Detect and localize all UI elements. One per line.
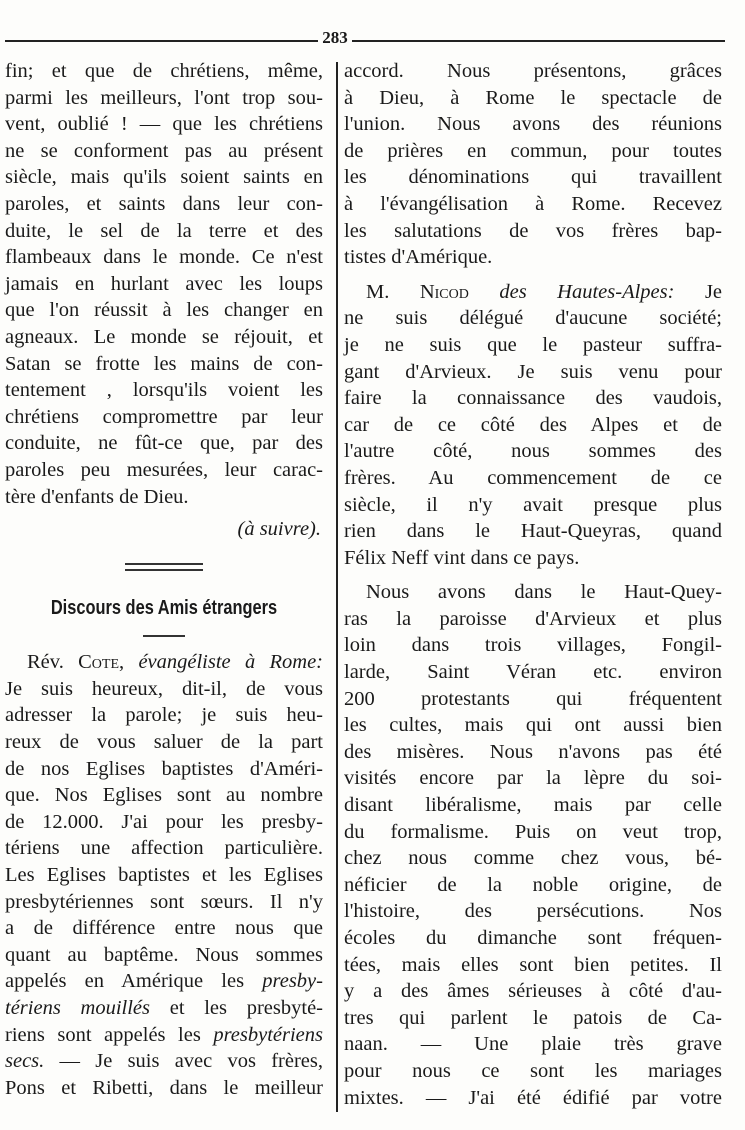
italic-term: tériens mouillés <box>5 997 150 1019</box>
text-line: l'autre côté, nous sommes des <box>344 440 722 463</box>
to-be-continued: (à suivre). <box>237 518 321 541</box>
text-line: car de ce côté des Alpes et de <box>344 413 722 436</box>
text-line: faire la connaissance des vaudois, <box>344 387 722 410</box>
text-line: les dénominations qui travaillent <box>344 166 722 189</box>
text-line: paroles, et saints dans leur con- <box>5 192 323 215</box>
text-line: rien dans le Haut-Queyras, quand <box>344 520 722 543</box>
text-line: larde, Saint Véran etc. environ <box>344 661 722 684</box>
left-column <box>5 58 323 1101</box>
text-line: Pons et Ribetti, dans le meilleur <box>5 1076 323 1099</box>
text-line: je ne suis que le pasteur suffra- <box>344 333 722 356</box>
text-line: de 12.000. J'ai pour les presby- <box>5 810 323 833</box>
text-line: à l'évangélisation à Rome. Recevez <box>344 192 722 215</box>
text-line: l'union. Nous avons des réunions <box>344 113 722 136</box>
text-line: loin dans trois villages, Fongil- <box>344 634 722 657</box>
header-rule-right <box>350 40 725 42</box>
text-line: conduite, ne fût-ce que, par des <box>5 432 323 455</box>
speaker-title: Rév. <box>27 651 64 674</box>
text-line: frères. Au commencement de ce <box>344 466 722 489</box>
section-heading: Discours des Amis étrangers <box>50 596 278 619</box>
text-line: naan. — Une plaie très grave <box>344 1033 722 1056</box>
text-line: que. Nos Eglises sont au nombre <box>5 784 323 807</box>
heading-dash <box>143 635 185 637</box>
italic-term: presbytériens <box>213 1023 323 1046</box>
text-line: duite, le sel de la terre et des <box>5 219 323 242</box>
text-span: Je <box>704 280 723 303</box>
column-divider <box>336 62 338 1112</box>
text-line: parmi les meilleurs, l'ont trop sou- <box>5 86 323 109</box>
italic-term: secs. <box>5 1050 45 1073</box>
text-line: y a des âmes sérieuses à côté d'au- <box>344 980 722 1003</box>
speaker-line <box>5 649 323 676</box>
text-line: disant libéralisme, mais par celle <box>344 794 722 817</box>
text-line: paroles peu mesurées, leur carac- <box>5 458 323 481</box>
text-line: vent, oublié ! — que les chrétiens <box>5 113 323 136</box>
text-line: Satan se frotte les mains de con- <box>5 352 323 375</box>
text-line <box>5 1022 323 1049</box>
italic-term: presby- <box>262 970 323 993</box>
text-line: ne suis délégué d'aucune société; <box>344 307 722 330</box>
text-line: tistes d'Amérique. <box>344 246 493 269</box>
speech-paragraph <box>344 579 722 1111</box>
speech-paragraph <box>344 305 722 571</box>
text-line: les cultes, mais qui ont aussi bien <box>344 714 722 737</box>
text-line: de nos Eglises baptistes d'Améri- <box>5 757 323 780</box>
text-line: que l'on réussit à les changer en <box>5 299 323 322</box>
speaker-title: M. <box>366 280 390 303</box>
right-column <box>344 58 722 1111</box>
text-line: agneaux. Le monde se réjouit, et <box>5 325 323 348</box>
text-line: chrétiens compromettre par leur <box>5 405 323 428</box>
text-line: pour nous ce sont les mariages <box>344 1059 722 1082</box>
text-span: et les presbyté- <box>150 997 324 1019</box>
text-line: Les Eglises baptistes et les Eglises <box>5 864 323 887</box>
text-line: Félix Neff vint dans ce pays. <box>344 546 580 569</box>
text-line: fin; et que de chrétiens, même, <box>5 60 323 82</box>
speaker-origin: des Hautes-Alpes: <box>499 280 675 303</box>
text-line: à Dieu, à Rome le spectacle de <box>344 86 722 109</box>
speaker-line <box>344 279 722 306</box>
text-line: flambeaux dans le monde. Ce n'est <box>5 246 323 269</box>
text-line: du formalisme. Puis on veut trop, <box>344 820 722 843</box>
text-line: tériens une affection particulière. <box>5 837 323 860</box>
section-separator <box>125 563 203 571</box>
text-line: mixtes. — J'ai été édifié par votre <box>344 1086 722 1109</box>
paragraph-continued <box>5 58 323 510</box>
speaker-name: Cote, <box>78 651 125 674</box>
text-line: tres qui parlent le patois de Ca- <box>344 1006 722 1029</box>
text-line: reux de vous saluer de la part <box>5 731 323 754</box>
text-line: presbytériennes sont sœurs. Il n'y <box>5 890 323 913</box>
speaker-role: évangéliste à Rome: <box>138 651 323 674</box>
text-line: Nous avons dans le Haut-Quey- <box>366 581 722 604</box>
header-rule-left <box>5 40 323 42</box>
text-line: a de différence entre nous que <box>5 917 323 940</box>
text-line: visités encore par la lèpre du soi- <box>344 767 722 790</box>
text-line: des misères. Nous n'avons pas été <box>344 740 722 763</box>
text-line: siècle, mais qu'ils soient saints en <box>5 166 323 189</box>
text-line: adresser la parole; je suis heu- <box>5 704 323 727</box>
text-line <box>5 1048 323 1075</box>
text-line <box>5 968 323 995</box>
text-line: les salutations de vos frères bap- <box>344 219 722 242</box>
text-line: ne se conforment pas au présent <box>5 139 323 162</box>
speech-paragraph <box>5 676 323 969</box>
text-span: — Je suis avec vos frères, <box>44 1050 323 1073</box>
text-line: tentement , lorsqu'ils voient les <box>5 379 323 402</box>
text-line: siècle, il n'y avait presque plus <box>344 493 722 516</box>
text-line: l'histoire, des persécutions. Nos <box>344 900 722 923</box>
text-line <box>5 995 323 1022</box>
text-line: tère d'enfants de Dieu. <box>5 485 189 508</box>
text-line: jamais en hurlant avec les loups <box>5 272 323 295</box>
text-line: écoles du dimanche sont fréquen- <box>344 927 722 949</box>
speech-paragraph-end <box>344 58 722 271</box>
speaker-name: Nicod <box>419 280 469 303</box>
text-line: tées, mais elles sont bien petites. Il <box>344 953 722 976</box>
text-line: quant au baptême. Nous sommes <box>5 943 323 966</box>
text-span: appelés en Amérique les <box>5 970 263 993</box>
text-line: Je suis heureux, dit-il, de vous <box>5 677 323 700</box>
text-span: riens sont appelés les <box>5 1023 214 1046</box>
text-line: 200 protestants qui fréquentent <box>344 687 722 710</box>
text-line: accord. Nous présentons, grâces <box>344 60 722 82</box>
text-line: ras la paroisse d'Arvieux et plus <box>344 607 722 630</box>
page-number: 283 <box>318 28 352 48</box>
text-line: de prières en commun, pour toutes <box>344 139 722 162</box>
text-line: gant d'Arvieux. Je suis venu pour <box>344 360 722 383</box>
text-line: néficier de la noble origine, de <box>344 873 722 896</box>
text-line: chez nous comme chez vous, bé- <box>344 847 722 870</box>
